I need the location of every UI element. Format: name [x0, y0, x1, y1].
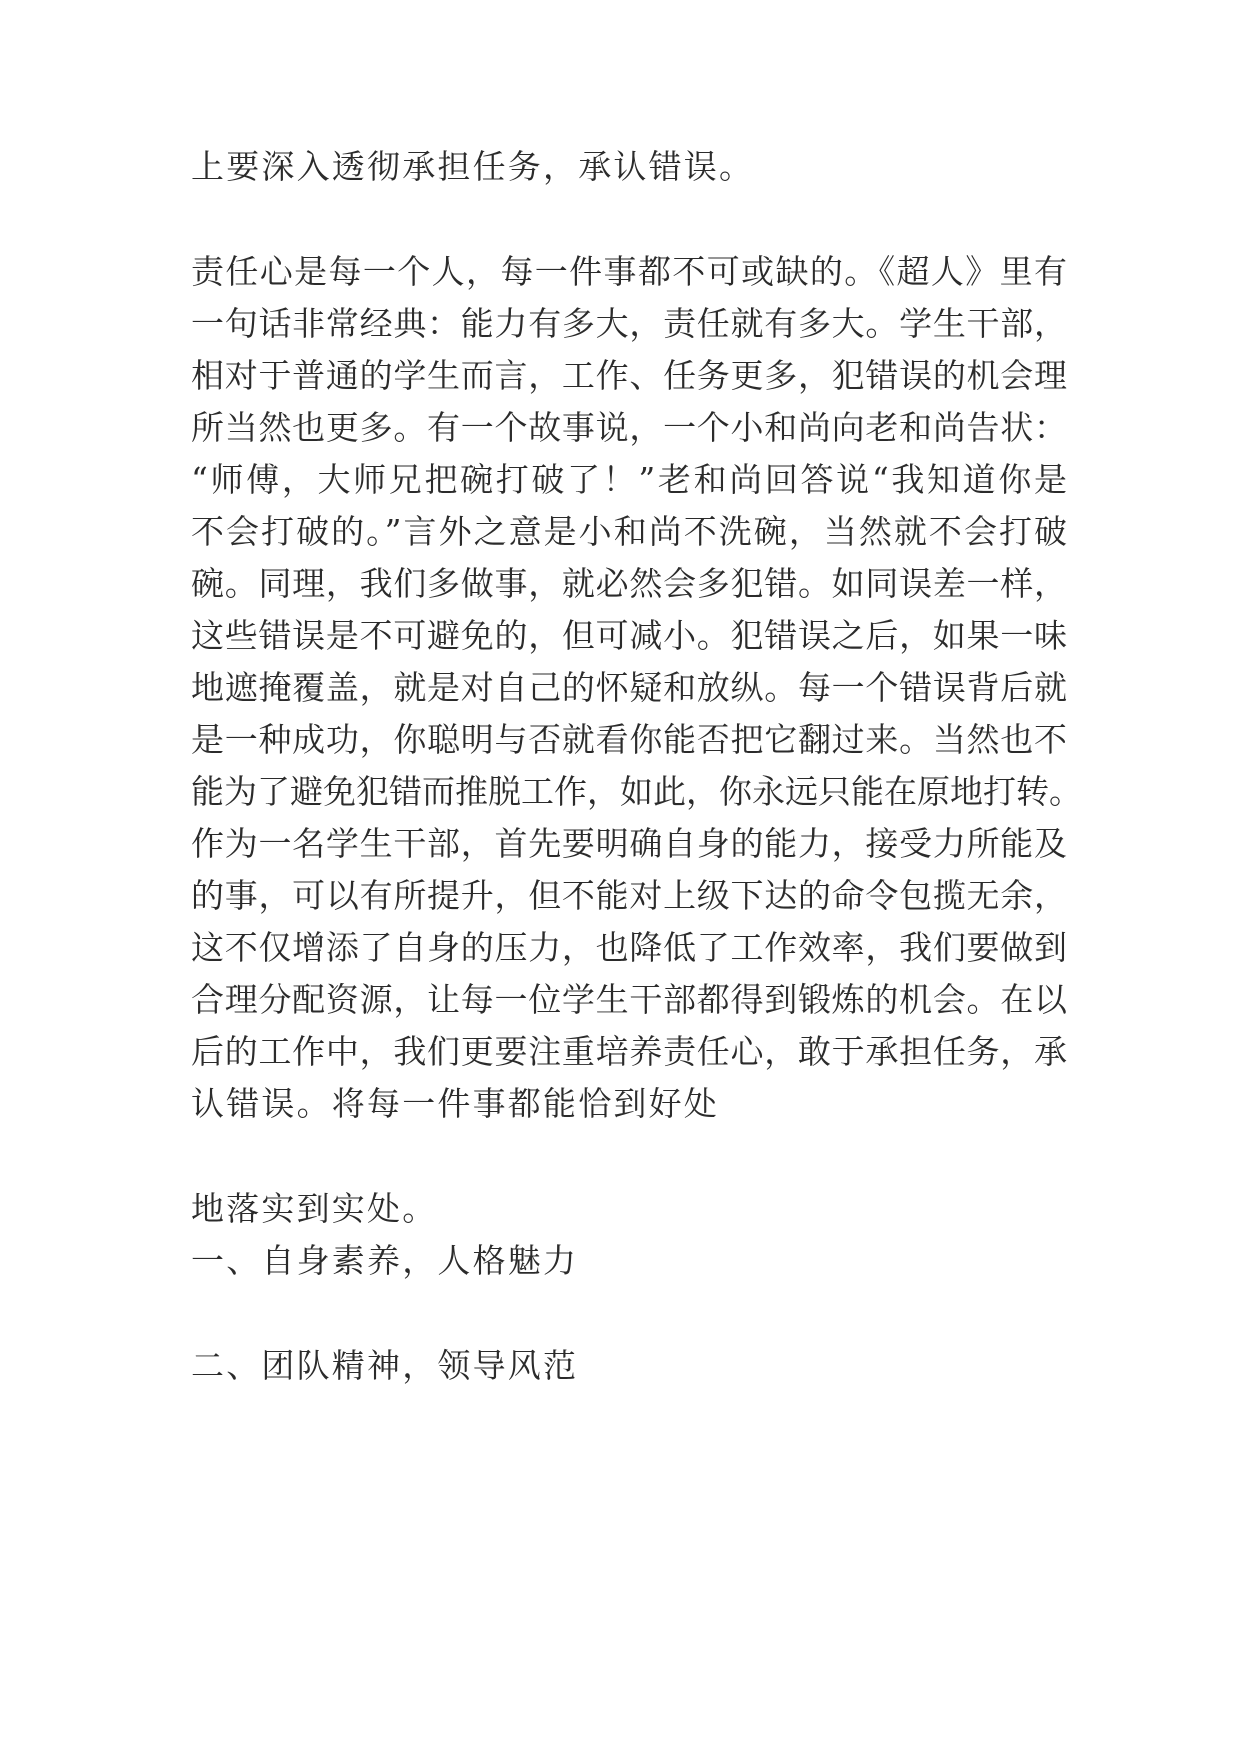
paragraph-line: 所当然也更多。有一个故事说，一个小和尚向老和尚告状：	[191, 408, 1067, 447]
section-heading-2: 二、团队精神，领导风范	[191, 1346, 579, 1385]
paragraph-line: 的事，可以有所提升，但不能对上级下达的命令包揽无余，	[191, 876, 1067, 915]
paragraph-line: 地遮掩覆盖，就是对自己的怀疑和放纵。每一个错误背后就	[191, 668, 1067, 707]
paragraph-line: 认错误。将每一件事都能恰到好处	[191, 1084, 719, 1123]
paragraph-line: “师傅，大师兄把碗打破了！”老和尚回答说“我知道你是	[191, 460, 1067, 499]
intro-line: 上要深入透彻承担任务，承认错误。	[191, 147, 755, 186]
section-heading-1: 一、自身素养，人格魅力	[191, 1241, 579, 1280]
paragraph-line: 碗。同理，我们多做事，就必然会多犯错。如同误差一样，	[191, 564, 1067, 603]
paragraph-line: 这不仅增添了自身的压力，也降低了工作效率，我们要做到	[191, 928, 1067, 967]
continuation-line: 地落实到实处。	[191, 1189, 438, 1228]
paragraph-line: 是一种成功，你聪明与否就看你能否把它翻过来。当然也不	[191, 720, 1067, 759]
paragraph-line: 这些错误是不可避免的，但可减小。犯错误之后，如果一味	[191, 616, 1067, 655]
paragraph-line: 合理分配资源，让每一位学生干部都得到锻炼的机会。在以	[191, 980, 1067, 1019]
paragraph-line: 作为一名学生干部，首先要明确自身的能力，接受力所能及	[191, 824, 1067, 863]
paragraph-line: 后的工作中，我们更要注重培养责任心，敢于承担任务，承	[191, 1032, 1067, 1071]
paragraph-line: 一句话非常经典：能力有多大，责任就有多大。学生干部，	[191, 304, 1067, 343]
paragraph-line: 不会打破的。”言外之意是小和尚不洗碗，当然就不会打破	[191, 512, 1067, 551]
paragraph-line: 能为了避免犯错而推脱工作，如此，你永远只能在原地打转。	[191, 772, 1082, 811]
paragraph-line: 责任心是每一个人，每一件事都不可或缺的。《超人》里有	[191, 252, 1067, 291]
paragraph-line: 相对于普通的学生而言，工作、任务更多，犯错误的机会理	[191, 356, 1067, 395]
